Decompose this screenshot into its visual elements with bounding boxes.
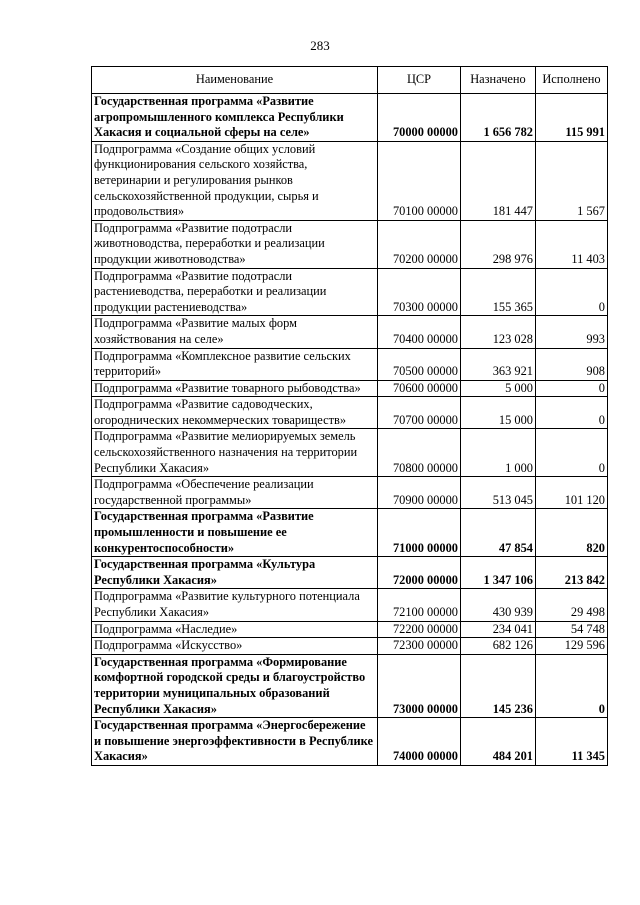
row-name: Государственная программа «Развитие промышленности и повышение ее конкурентоспособности» [92, 509, 378, 557]
row-name: Подпрограмма «Наследие» [92, 621, 378, 638]
header-assigned: Назначено [461, 67, 536, 94]
row-name: Подпрограмма «Развитие мелиорируемых земель сельскохозяйственного назначения на территории Республики Хакасия» [92, 429, 378, 477]
row-assigned: 430 939 [461, 589, 536, 621]
table-row [92, 654, 608, 717]
table-body [92, 94, 608, 766]
page-number: 283 [310, 38, 330, 53]
row-executed: 54 748 [536, 621, 608, 638]
row-assigned: 145 236 [461, 654, 536, 717]
row-assigned: 1 656 782 [461, 94, 536, 142]
row-executed: 993 [536, 316, 608, 348]
row-assigned: 682 126 [461, 638, 536, 655]
row-code: 73000 00000 [378, 654, 461, 717]
row-executed: 101 120 [536, 477, 608, 509]
row-code: 72300 00000 [378, 638, 461, 655]
row-name: Подпрограмма «Развитие подотрасли растениеводства, переработки и реализации продукции растениеводства» [92, 268, 378, 316]
row-name: Подпрограмма «Развитие садоводческих, огороднических некоммерческих товариществ» [92, 397, 378, 429]
row-code: 70800 00000 [378, 429, 461, 477]
row-code: 70700 00000 [378, 397, 461, 429]
row-assigned: 363 921 [461, 348, 536, 380]
table-row [92, 141, 608, 220]
row-executed: 0 [536, 397, 608, 429]
row-assigned: 155 365 [461, 268, 536, 316]
row-name: Подпрограмма «Развитие подотрасли животноводства, переработки и реализации продукции животноводства» [92, 220, 378, 268]
row-assigned: 5 000 [461, 380, 536, 397]
table-row [92, 380, 608, 397]
table-row [92, 589, 608, 621]
row-executed: 11 403 [536, 220, 608, 268]
row-executed: 0 [536, 380, 608, 397]
row-name: Подпрограмма «Комплексное развитие сельских территорий» [92, 348, 378, 380]
row-assigned: 298 976 [461, 220, 536, 268]
table-row [92, 718, 608, 766]
row-name: Подпрограмма «Создание общих условий функционирования сельского хозяйства, ветеринарии и регулирования рынков сельскохозяйственной продукции, сырья и продовольствия» [92, 141, 378, 220]
row-executed: 115 991 [536, 94, 608, 142]
row-name: Подпрограмма «Развитие малых форм хозяйствования на селе» [92, 316, 378, 348]
row-code: 70300 00000 [378, 268, 461, 316]
table-row [92, 220, 608, 268]
table-row [92, 397, 608, 429]
row-executed: 1 567 [536, 141, 608, 220]
row-assigned: 484 201 [461, 718, 536, 766]
row-name: Подпрограмма «Искусство» [92, 638, 378, 655]
row-executed: 908 [536, 348, 608, 380]
row-executed: 11 345 [536, 718, 608, 766]
row-code: 70900 00000 [378, 477, 461, 509]
budget-table [91, 66, 608, 766]
row-executed: 213 842 [536, 557, 608, 589]
row-executed: 29 498 [536, 589, 608, 621]
row-code: 71000 00000 [378, 509, 461, 557]
row-assigned: 123 028 [461, 316, 536, 348]
table-row [92, 509, 608, 557]
row-assigned: 234 041 [461, 621, 536, 638]
table-row [92, 268, 608, 316]
table-row [92, 316, 608, 348]
row-name: Государственная программа «Формирование комфортной городской среды и благоустройство территории муниципальных образований Республики Хакасия» [92, 654, 378, 717]
row-name: Подпрограмма «Развитие культурного потенциала Республики Хакасия» [92, 589, 378, 621]
row-code: 70200 00000 [378, 220, 461, 268]
row-executed: 0 [536, 429, 608, 477]
row-code: 70400 00000 [378, 316, 461, 348]
table-row [92, 557, 608, 589]
row-assigned: 15 000 [461, 397, 536, 429]
table-row [92, 621, 608, 638]
header-name: Наименование [92, 67, 378, 94]
row-name: Подпрограмма «Обеспечение реализации государственной программы» [92, 477, 378, 509]
row-code: 70500 00000 [378, 348, 461, 380]
table-header-row [92, 67, 608, 94]
row-executed: 129 596 [536, 638, 608, 655]
row-executed: 820 [536, 509, 608, 557]
row-assigned: 1 000 [461, 429, 536, 477]
row-code: 72200 00000 [378, 621, 461, 638]
row-name: Государственная программа «Энергосбережение и повышение энергоэффективности в Республике Хакасия» [92, 718, 378, 766]
row-code: 74000 00000 [378, 718, 461, 766]
row-code: 72100 00000 [378, 589, 461, 621]
table-row [92, 348, 608, 380]
row-code: 70100 00000 [378, 141, 461, 220]
table-row [92, 429, 608, 477]
row-code: 70600 00000 [378, 380, 461, 397]
row-assigned: 513 045 [461, 477, 536, 509]
row-name: Государственная программа «Культура Республики Хакасия» [92, 557, 378, 589]
row-executed: 0 [536, 268, 608, 316]
row-executed: 0 [536, 654, 608, 717]
row-assigned: 181 447 [461, 141, 536, 220]
row-assigned: 1 347 106 [461, 557, 536, 589]
table-row [92, 94, 608, 142]
row-name: Государственная программа «Развитие агропромышленного комплекса Республики Хакасия и социальной сферы на селе» [92, 94, 378, 142]
row-code: 70000 00000 [378, 94, 461, 142]
row-assigned: 47 854 [461, 509, 536, 557]
row-code: 72000 00000 [378, 557, 461, 589]
row-name: Подпрограмма «Развитие товарного рыбоводства» [92, 380, 378, 397]
table-row [92, 638, 608, 655]
header-code: ЦСР [378, 67, 461, 94]
header-executed: Исполнено [536, 67, 608, 94]
table-row [92, 477, 608, 509]
